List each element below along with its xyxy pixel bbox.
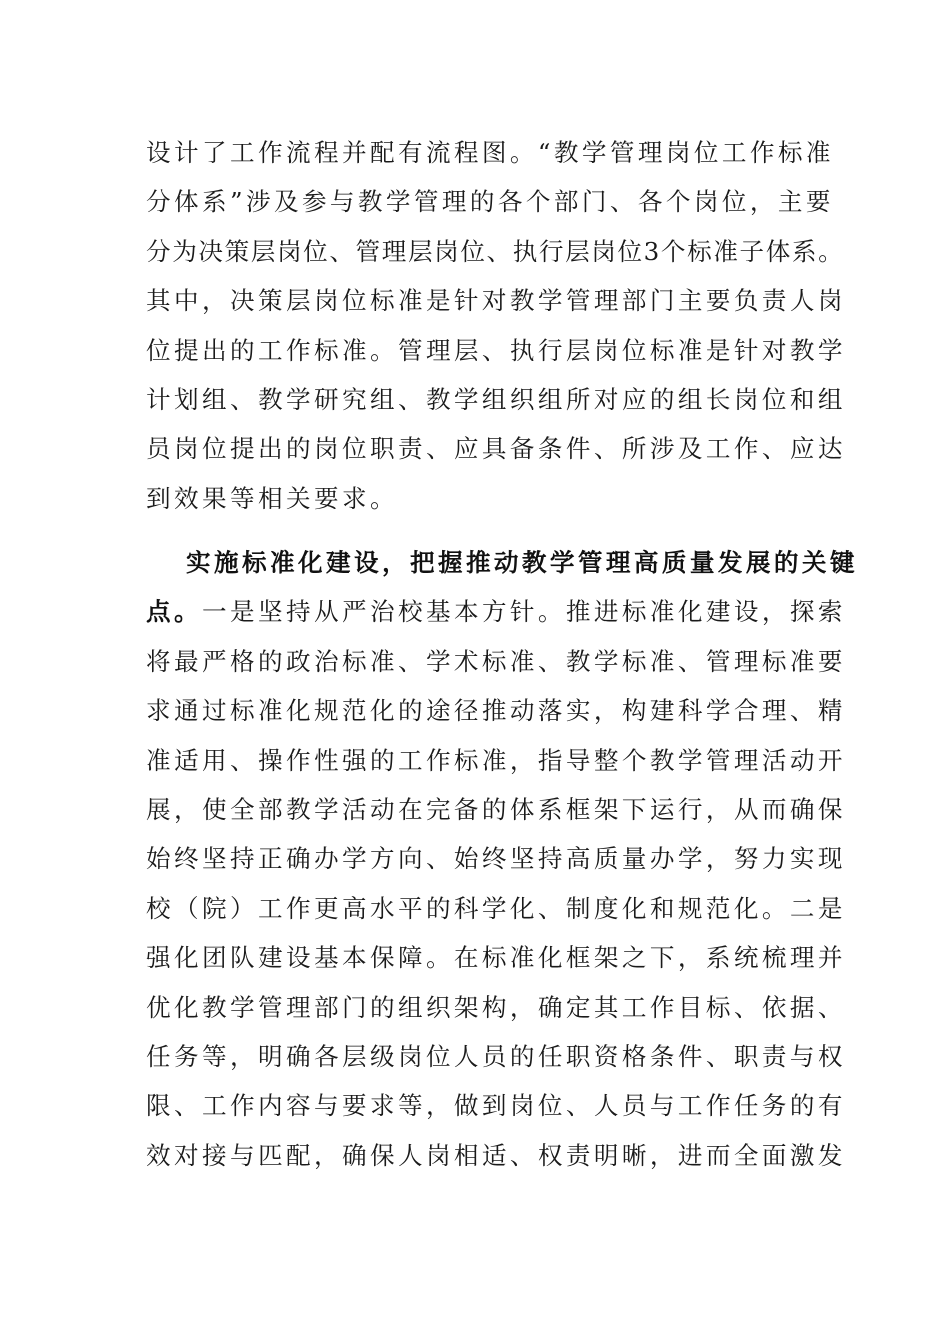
paragraph-2-line-9: 强化团队建设基本保障。在标准化框架之下，系统梳理并	[146, 943, 846, 973]
paragraph-2-line-2	[146, 587, 846, 636]
paragraph-1-line-2: 分体系”涉及参与教学管理的各个部门、各个岗位，主要	[146, 187, 834, 217]
paragraph-2-line-11: 任务等，明确各层级岗位人员的任职资格条件、职责与权	[146, 1041, 846, 1071]
paragraph-2-heading-end: 点。	[146, 597, 202, 627]
paragraph-1	[146, 128, 846, 523]
paragraph-2-line-3: 将最严格的政治标准、学术标准、教学标准、管理标准要	[146, 646, 846, 676]
paragraph-2-line-2-text: 一是坚持从严治校基本方针。推进标准化建设，探索	[202, 597, 846, 627]
paragraph-1-line-1: 设计了工作流程并配有流程图。“教学管理岗位工作标准	[146, 138, 834, 167]
paragraph-2-line-5: 准适用、操作性强的工作标准，指导整个教学管理活动开	[146, 745, 846, 775]
paragraph-1-line-5: 位提出的工作标准。管理层、执行层岗位标准是针对教学	[146, 335, 846, 365]
paragraph-1-line-7: 员岗位提出的岗位职责、应具备条件、所涉及工作、应达	[146, 434, 846, 464]
paragraph-1-line-6: 计划组、教学研究组、教学组织组所对应的组长岗位和组	[146, 384, 846, 414]
paragraph-2-line-7: 始终坚持正确办学方向、始终坚持高质量办学，努力实现	[146, 844, 846, 874]
paragraph-2-line-8: 校（院）工作更高水平的科学化、制度化和规范化。二是	[146, 893, 846, 923]
paragraph-2	[146, 538, 858, 1180]
paragraph-2-line-10: 优化教学管理部门的组织架构，确定其工作目标、依据、	[146, 992, 846, 1022]
paragraph-2-line-4: 求通过标准化规范化的途径推动落实，构建科学合理、精	[146, 696, 846, 726]
paragraph-2-line-13: 效对接与匹配，确保人岗相适、权责明晰，进而全面激发	[146, 1140, 846, 1170]
paragraph-1-line-8: 到效果等相关要求。	[146, 483, 398, 513]
paragraph-2-line-6: 展，使全部教学活动在完备的体系框架下运行，从而确保	[146, 794, 846, 824]
paragraph-2-line-12: 限、工作内容与要求等，做到岗位、人员与工作任务的有	[146, 1091, 846, 1121]
paragraph-2-heading-line-1: 实施标准化建设，把握推动教学管理高质量发展的关键	[186, 548, 858, 577]
paragraph-1-line-3: 分为决策层岗位、管理层岗位、执行层岗位3个标准子体系。	[146, 236, 845, 266]
paragraph-1-line-4: 其中，决策层岗位标准是针对教学管理部门主要负责人岗	[146, 286, 846, 316]
